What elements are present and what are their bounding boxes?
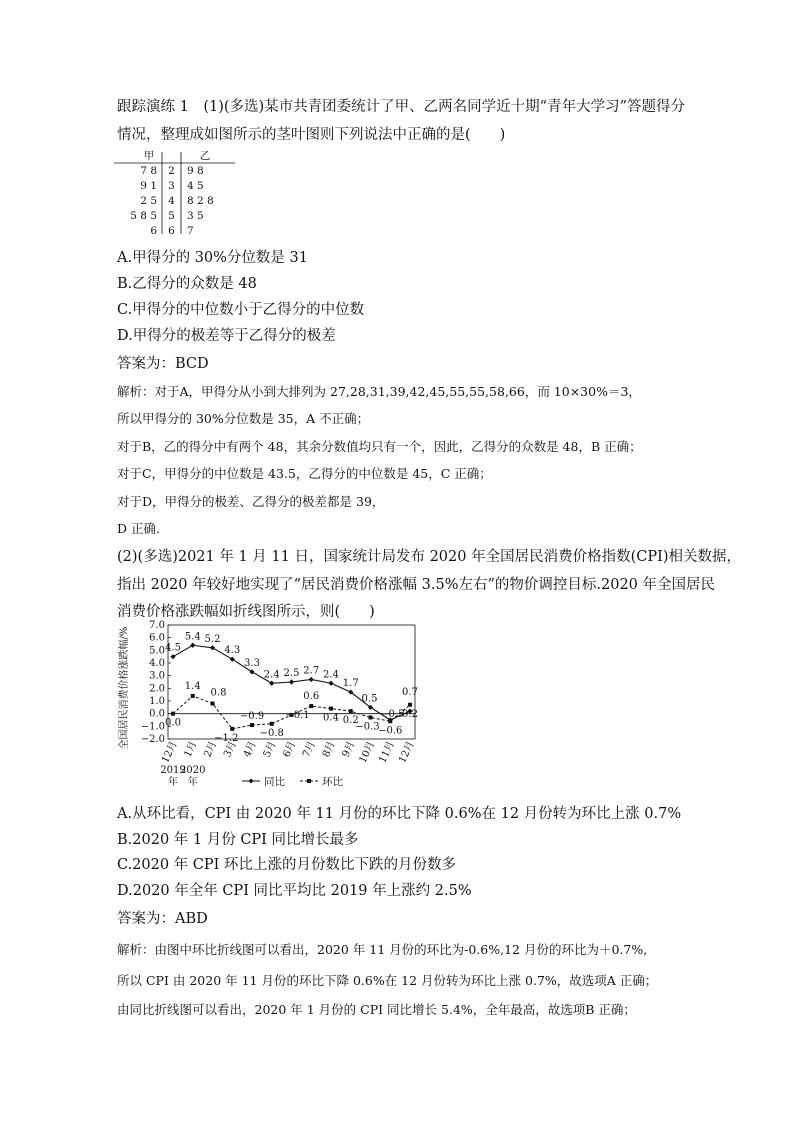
x-tick-label: 11月 (377, 739, 397, 765)
q1-option-b: B.乙得分的众数是 48 (117, 276, 257, 292)
tongbi-data-label: 4.5 (165, 642, 181, 654)
huanbi-point (191, 694, 195, 698)
tongbi-data-label: 2.5 (283, 668, 300, 679)
huanbi-data-label: 1.4 (184, 680, 201, 692)
legend-huanbi-marker (307, 779, 311, 783)
tongbi-point (309, 677, 314, 682)
x-tick-label: 9月 (340, 739, 358, 760)
q1-intro-line1: 跟踪演练 1 (1)(多选)某市共青团委统计了甲、乙两名同学近十期“青年大学习”答题得分 (117, 99, 686, 115)
huanbi-point (309, 704, 313, 708)
x-tick-label: 12月 (160, 739, 180, 765)
tongbi-data-label: 0.5 (361, 693, 378, 705)
year-label-suffix: 年 (187, 777, 198, 788)
stemleaf-stem: 4 (168, 195, 175, 207)
q2-answer: 答案为：ABD (117, 911, 208, 927)
y-tick-label: 7.0 (149, 620, 165, 631)
huanbi-point (230, 727, 234, 731)
q1-analysis-line4: 对于C，甲得分的中位数是 43.5，乙得分的中位数是 45，C 正确； (117, 466, 492, 481)
stemleaf-stem: 6 (168, 225, 175, 236)
tongbi-point (269, 681, 274, 686)
cpi-line-chart (112, 618, 422, 793)
q1-analysis-line2: 所以甲得分的 30%分位数是 35，A 不正确； (117, 411, 370, 426)
legend-tongbi-marker (249, 779, 254, 784)
x-tick-label: 5月 (261, 739, 279, 760)
stemleaf-stem: 3 (168, 180, 175, 192)
huanbi-data-label: −0.1 (285, 709, 310, 721)
y-tick-label: 5.0 (149, 645, 165, 657)
q2-intro-line2: 指出 2020 年较好地实现了“居民消费价格涨幅 3.5%左右”的物价调控目标.2020 年全国居民 (117, 577, 716, 593)
y-tick-label: 6.0 (149, 632, 165, 644)
huanbi-data-label: −0.8 (259, 727, 284, 739)
stemleaf-right-leaves: 7 (187, 225, 194, 236)
x-tick-label: 7月 (301, 739, 318, 760)
y-tick-label: 3.0 (149, 670, 165, 682)
huanbi-point (408, 703, 412, 707)
huanbi-data-label: −1.2 (214, 732, 239, 744)
tongbi-data-label: 3.3 (244, 657, 260, 669)
stemleaf-right-leaves: 3 5 (187, 210, 204, 222)
q2-analysis-line2: 所以 CPI 由 2020 年 11 月份的环比下降 0.6%在 12 月份转为环比上涨 0.7%，故选项A 正确； (117, 973, 658, 988)
stem-leaf-plot (110, 148, 240, 236)
huanbi-data-label: 0.0 (165, 717, 181, 729)
year-label: 2019 (160, 765, 186, 776)
huanbi-data-label: 0.6 (303, 691, 320, 703)
stemleaf-right-header: 乙 (199, 150, 211, 162)
q2-option-c: C.2020 年 CPI 环比上涨的月份数比下跌的月份数多 (117, 857, 456, 873)
tongbi-data-label: 0.7 (402, 687, 418, 699)
q2-option-a: A.从环比看，CPI 由 2020 年 11 月份的环比下降 0.6%在 12 月份转为环比上涨 0.7% (117, 806, 682, 822)
tongbi-data-label: −0.5 (380, 709, 405, 720)
year-label-suffix: 年 (168, 777, 178, 788)
q1-answer: 答案为：BCD (117, 356, 209, 372)
stemleaf-stem: 2 (168, 165, 175, 177)
huanbi-point (349, 709, 353, 713)
y-tick-label: 2.0 (149, 683, 165, 695)
x-tick-label: 12月 (397, 739, 417, 765)
stemleaf-left-leaves: 9 1 (140, 180, 157, 192)
y-tick-label: 0.0 (149, 708, 165, 720)
tongbi-point (328, 681, 333, 686)
q1-option-c: C.甲得分的中位数小于乙得分的中位数 (117, 302, 365, 318)
stemleaf-left-leaves: 2 5 (140, 195, 157, 207)
y-tick-label: −1.0 (140, 721, 165, 733)
q1-analysis-line5: 对于D，甲得分的极差、乙得分的极差都是 39， (117, 494, 385, 509)
q2-analysis-line1: 解析：由图中环比折线图可以看出，2020 年 11 月份的环比为-0.6%,12 月份的环比为＋0.7%, (117, 942, 648, 957)
tongbi-data-label: 2.4 (263, 669, 280, 681)
x-tick-label: 8月 (320, 739, 338, 760)
stemleaf-stem: 5 (168, 210, 175, 222)
tongbi-data-label: 1.7 (342, 678, 359, 690)
stemleaf-left-leaves: 5 8 5 (130, 210, 157, 222)
huanbi-point (171, 712, 175, 716)
q1-analysis-line6: D 正确. (117, 521, 160, 536)
tongbi-data-label: 5.2 (204, 633, 221, 645)
y-tick-label: −2.0 (140, 734, 165, 745)
q2-intro-line1: (2)(多选)2021 年 1 月 11 日，国家统计局发布 2020 年全国居民消费价格指数(CPI)相关数据， (117, 549, 741, 565)
stemleaf-left-header: 甲 (143, 150, 155, 162)
huanbi-data-label: 0.4 (323, 712, 339, 724)
tongbi-point (210, 645, 215, 650)
q1-option-d: D.甲得分的极差等于乙得分的极差 (117, 328, 336, 344)
q2-analysis-line3: 由同比折线图可以看出，2020 年 1 月份的 CPI 同比增长 5.4%，全年最高，故选项B 正确； (117, 1002, 636, 1017)
year-label: 2020 (180, 765, 206, 776)
x-tick-label: 10月 (357, 739, 378, 765)
tongbi-data-label: 4.3 (224, 645, 241, 657)
tongbi-data-label: 5.4 (184, 631, 201, 643)
huanbi-point (369, 715, 373, 719)
stemleaf-right-leaves: 9 8 (187, 165, 204, 177)
legend-huanbi-label: 环比 (322, 776, 343, 788)
huanbi-data-label: −0.3 (355, 721, 380, 733)
huanbi-point (270, 722, 274, 726)
huanbi-data-label: 0.2 (342, 715, 359, 727)
stemleaf-right-leaves: 8 2 8 (187, 195, 214, 207)
x-tick-label: 4月 (241, 739, 259, 760)
q2-intro-line3: 消费价格涨跌幅如折线图所示，则( ) (117, 604, 375, 620)
huanbi-data-label: 0.8 (210, 687, 227, 699)
y-tick-label: 1.0 (149, 696, 165, 707)
legend-tongbi-label: 同比 (264, 776, 285, 788)
y-axis-label: 全国居民消费价格涨跌幅/% (119, 626, 130, 750)
q2-option-b: B.2020 年 1 月份 CPI 同比增长最多 (117, 832, 359, 848)
q1-intro-line2: 情况，整理成如图所示的茎叶图则下列说法中正确的是( ) (117, 127, 506, 143)
x-tick-label: 3月 (222, 739, 239, 760)
y-tick-label: 4.0 (149, 658, 165, 669)
tongbi-data-label: 2.7 (303, 665, 320, 677)
stemleaf-left-leaves: 7 8 (140, 165, 157, 177)
q1-analysis-line1: 解析：对于A，甲得分从小到大排列为 27,28,31,39,42,45,55,55,58,66，而 10×30%＝3， (117, 384, 641, 399)
tongbi-point (289, 679, 294, 684)
huanbi-point (329, 707, 333, 711)
q1-analysis-line3: 对于B，乙的得分中有两个 48，其余分数值均只有一个，因此，乙得分的众数是 48，B 正确； (117, 439, 642, 454)
huanbi-data-label: −0.9 (239, 711, 265, 723)
stemleaf-right-leaves: 4 5 (187, 180, 204, 192)
stemleaf-left-leaves: 6 (150, 225, 157, 236)
huanbi-point (211, 702, 215, 706)
tongbi-point (170, 654, 175, 659)
tongbi-data-label: 2.4 (323, 669, 339, 681)
huanbi-data-label: 0.2 (402, 708, 418, 720)
x-tick-label: 6月 (281, 739, 299, 760)
q1-option-a: A.甲得分的 30%分位数是 31 (117, 250, 308, 266)
tongbi-point (190, 643, 195, 648)
x-tick-label: 2月 (202, 739, 220, 760)
huanbi-point (250, 723, 254, 727)
q2-option-d: D.2020 年全年 CPI 同比平均比 2019 年上涨约 2.5% (117, 883, 472, 899)
x-tick-label: 1月 (182, 739, 200, 760)
huanbi-data-label: −0.6 (378, 725, 403, 737)
